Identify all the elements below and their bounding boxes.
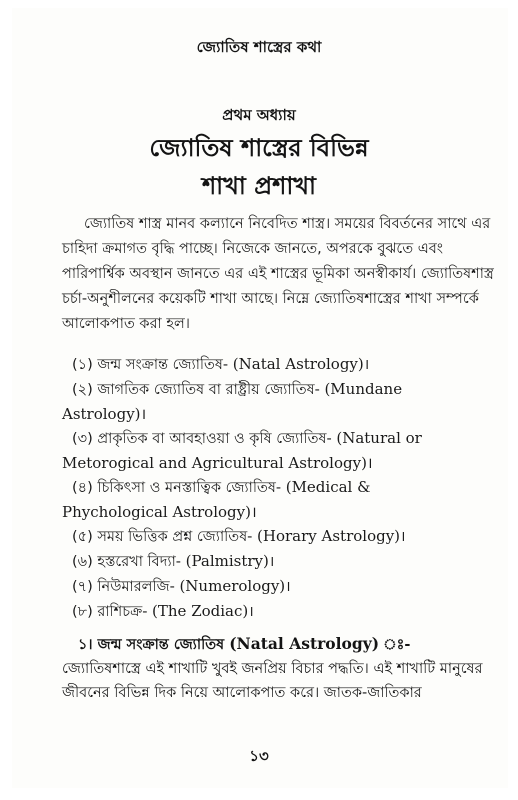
running-header: জ্যোতিষ শাস্ত্রের কথা	[196, 38, 322, 56]
section-heading: ১। জন্ম সংক্রান্ত জ্যোতিষ (Natal Astrology) ঃ-	[78, 634, 411, 653]
branch-item: (৩) প্রাকৃতিক বা আবহাওয়া ও কৃষি জ্যোতিষ- (Natural or Metorogical and Agricultural Astrology)।	[62, 429, 422, 472]
intro-text: জ্যোতিষ শাস্ত্র মানব কল্যানে নিবেদিত শাস্ত্র। সময়ের বিবর্তনের সাথে এর চাহিদা ক্রমাগত বৃদ্ধি পাচ্ছে। নিজেকে জানতে, অপরকে বুঝতে এবং পারিপার্শ্বিক অবস্থান জানতে এর এই শাস্ত্রের ভূমিকা অনস্বীকার্য। জ্যোতিষশাস্ত্র চর্চা-অনুশীলনের কয়েকটি শাখা আছে। নিম্নে জ্যোতিষশাস্ত্রের শাখা সম্পর্কে আলোকপাত করা হল।	[62, 216, 494, 332]
intro-paragraph	[62, 212, 498, 337]
section-natal-astrology	[62, 632, 498, 705]
branch-item: (৬) হস্তরেখা বিদ্যা- (Palmistry)।	[72, 552, 275, 570]
page-number: ১৩	[249, 747, 269, 765]
branch-item: (১) জন্ম সংক্রান্ত জ্যোতিষ- (Natal Astrology)।	[72, 355, 370, 373]
chapter-title-line-1: জ্যোতিষ শাস্ত্রের বিভিন্ন	[149, 134, 369, 162]
branch-item: (৮) রাশিচক্র- (The Zodiac)।	[72, 602, 254, 620]
branch-item: (৪) চিকিৎসা ও মনস্তাত্বিক জ্যোতিষ- (Medical & Phychological Astrology)।	[62, 478, 371, 521]
chapter-title-line-2: শাখা প্রশাখা	[201, 172, 317, 200]
chapter-label: প্রথম অধ্যায়	[222, 106, 296, 124]
section-body: জ্যোতিষশাস্ত্রে এই শাখাটি খুবই জনপ্রিয় বিচার পদ্ধতি। এই শাখাটি মানুষের জীবনের বিভিন্ন দিক নিয়ে আলোকপাত করে। জাতক-জাতিকার	[62, 661, 483, 701]
branch-item: (২) জাগতিক জ্যোতিষ বা রাষ্ট্রীয় জ্যোতিষ- (Mundane Astrology)।	[62, 380, 403, 423]
branch-item: (৫) সময় ভিত্তিক প্রশ্ন জ্যোতিষ- (Horary Astrology)।	[72, 527, 406, 545]
branch-item: (৭) নিউমারলজি- (Numerology)।	[72, 577, 291, 595]
branch-list	[62, 352, 502, 624]
